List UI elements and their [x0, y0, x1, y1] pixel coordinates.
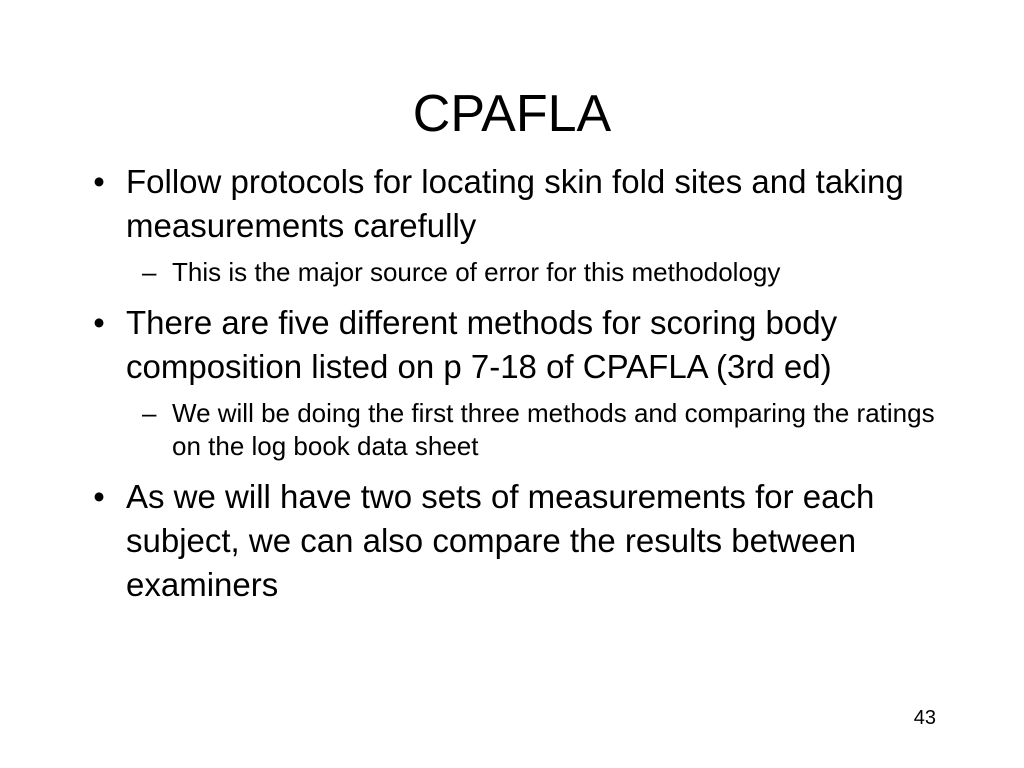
slide-content [84, 160, 954, 615]
sub-bullet-marker: – [142, 398, 157, 428]
bullet-text: As we will have two sets of measurements for each subject, we can also compare the results between examiners [126, 478, 875, 603]
bullet-item [84, 475, 954, 607]
page-number: 43 [913, 707, 936, 729]
bullet-marker: • [93, 163, 105, 200]
sub-bullet-item [84, 256, 954, 289]
bullet-item [84, 301, 954, 389]
bullet-marker: • [93, 478, 105, 515]
slide-title: CPAFLA [412, 85, 612, 143]
bullet-item [84, 160, 954, 248]
sub-bullet-text: We will be doing the first three methods and comparing the ratings on the log book data sheet [172, 398, 935, 461]
sub-bullet-marker: – [142, 257, 157, 287]
bullet-marker: • [93, 304, 105, 341]
sub-bullet-item [84, 397, 954, 463]
sub-bullet-text: This is the major source of error for this methodology [172, 257, 781, 287]
bullet-text: There are five different methods for scoring body composition listed on p 7-18 of CPAFLA (3rd ed) [126, 304, 838, 385]
bullet-text: Follow protocols for locating skin fold sites and taking measurements carefully [126, 163, 904, 244]
